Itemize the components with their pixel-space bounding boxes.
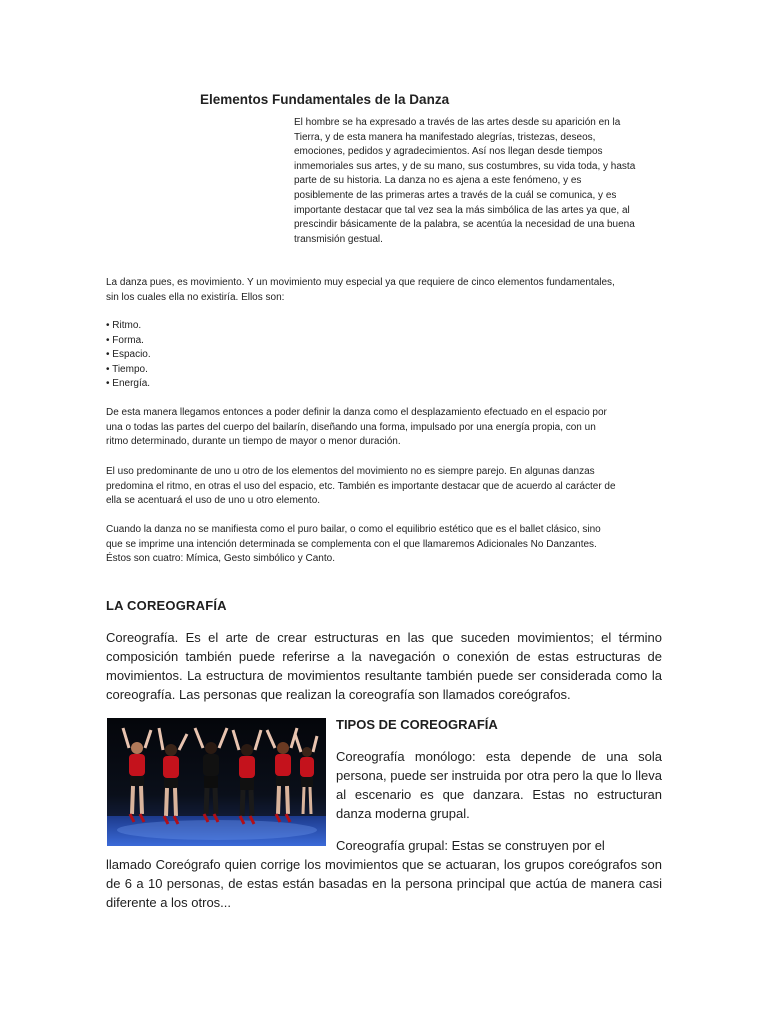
dance-photo: [107, 718, 326, 846]
list-item: • Ritmo.: [106, 320, 142, 331]
list-item: • Energía.: [106, 378, 151, 390]
intro-paragraph: El hombre se ha expresado a través de las artes desde su aparición en la Tierra, y de esta manera ha manifestado alegrías, tristezas, deseos, emociones, pedidos y agradecimientos. Así nos llegan desde tiempos inmemoriales sus artes, y de su mano, sus costumbres, su vida toda, y hasta parte de su historia. La danza no es ajena a este fenómeno, y es posiblemente de las primeras artes a través de la cuál se comunica, y es importante destacar que tal vez sea la más simbólica de las artes ya que, al prescindir básicamente de la palabra, se acentúa la necesidad de una buena transmisión gestual.: [294, 117, 636, 245]
list-item: • Tiempo.: [106, 363, 148, 375]
grupal-paragraph-rest: llamado Coreógrafo quien corrige los movimientos que se actuaran, los grupos coreógrafos son de 6 a 10 personas, de estas están basadas en la persona principal que actúa de manera casi diferente a los otros...: [106, 857, 662, 910]
list-item: • Forma.: [106, 334, 144, 346]
grupal-paragraph-start: Coreografía grupal: Estas se construyen por el: [336, 838, 605, 853]
monologo-paragraph: Coreografía monólogo: esta depende de una sola persona, puede ser instruida por otra pero la que lo lleva al escenario es que danzara. Estas no estructuran danza moderna grupal.: [336, 749, 662, 821]
definition-paragraph: De esta manera llegamos entonces a poder definir la danza como el desplazamiento efectuado en el espacio por una o todas las partes del cuerpo del bailarín, diseñando una forma, impulsado por una energía propia, con un ritmo determinado, durante un tiempo de mayor o menor duración.: [106, 407, 607, 448]
elements-usage-paragraph: El uso predominante de uno u otro de los elementos del movimiento no es siempre parejo. En algunas danzas predomina el ritmo, en otras el uso del espacio, etc. También es importante destacar que de acuerdo al carácter de ella se acentuará el uso de uno u otro elemento.: [106, 466, 616, 507]
additional-elements-paragraph: Cuando la danza no se manifiesta como el puro bailar, o como el equilibrio estético que es el ballet clásico, sino que se imprime una intención determinada se complementa con el que llamaremos Adicionales No Danzantes. Éstos son cuatro: Mímica, Gesto simbólico y Canto.: [106, 524, 601, 565]
types-heading: TIPOS DE COREOGRAFÍA: [336, 717, 498, 732]
document-title: Elementos Fundamentales de la Danza: [200, 92, 450, 107]
list-item: • Espacio.: [106, 349, 151, 361]
elements-list: [106, 319, 151, 392]
section-heading: LA COREOGRAFÍA: [106, 598, 227, 613]
coreography-paragraph: Coreografía. Es el arte de crear estructuras en las que suceden movimientos; el término composición también puede referirse a la navegación o conexión de estas estructuras de movimientos. La estructura de movimientos resultante también puede ser considerada como la coreografía. Las personas que realizan la coreografía son llamados coreógrafos.: [106, 630, 662, 702]
movement-paragraph: La danza pues, es movimiento. Y un movimiento muy especial ya que requiere de cinco elementos fundamentales, sin los cuales ella no existiría. Ellos son:: [106, 277, 615, 303]
